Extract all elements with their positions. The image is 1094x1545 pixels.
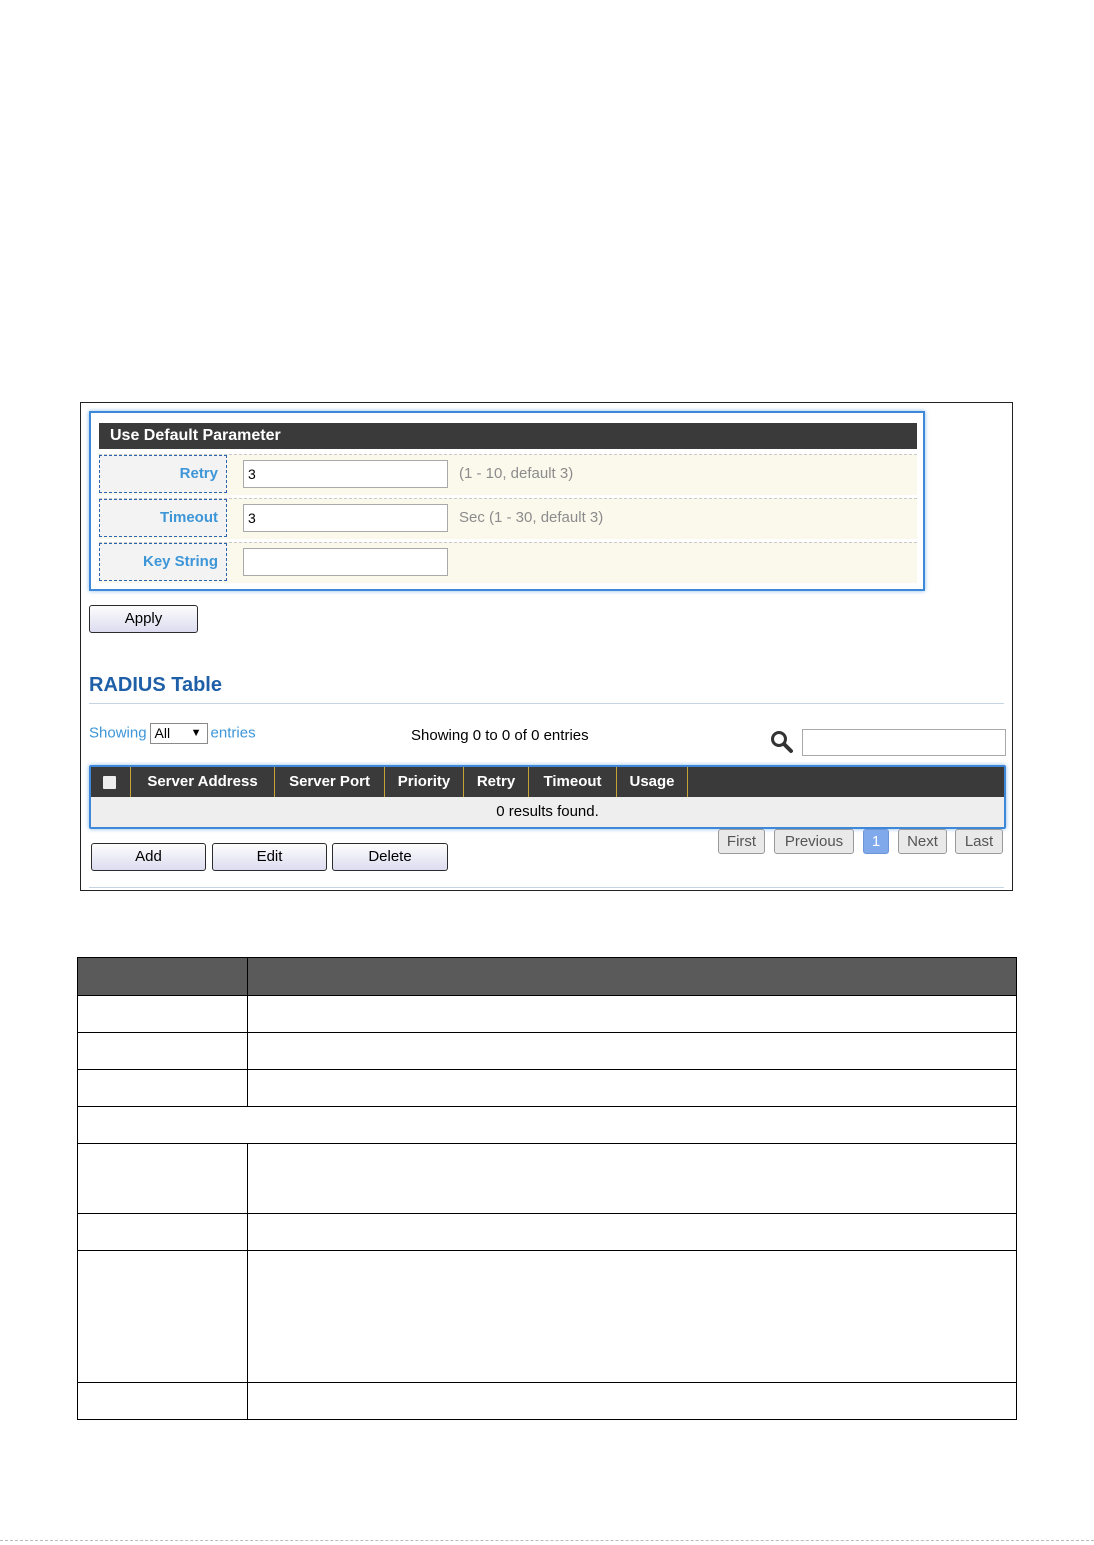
key-string-label: Key String: [99, 543, 227, 581]
edit-button[interactable]: Edit: [212, 843, 327, 871]
empty-row: 0 results found.: [91, 797, 1004, 827]
timeout-hint: Sec (1 - 30, default 3): [459, 509, 604, 526]
col-retry[interactable]: Retry: [464, 767, 529, 797]
radius-table-title: RADIUS Table: [89, 674, 222, 696]
default-parameter-panel: [89, 411, 925, 591]
table-row: [78, 1251, 1017, 1383]
section-divider: [89, 703, 1004, 704]
table-row: [78, 996, 1017, 1033]
col-usage[interactable]: Usage: [617, 767, 688, 797]
key-string-row: [99, 542, 917, 583]
table-row: [78, 1383, 1017, 1420]
apply-button[interactable]: Apply: [89, 605, 198, 633]
next-page-button[interactable]: Next: [898, 829, 947, 854]
table-row: [78, 1144, 1017, 1214]
showing-info: Showing 0 to 0 of 0 entries: [411, 727, 589, 744]
timeout-row: [99, 498, 917, 539]
header-cell: [78, 958, 248, 996]
entries-control: [89, 723, 256, 744]
select-all-cell: [91, 767, 131, 797]
header-cell: [248, 958, 1017, 996]
page-footer-rule: [0, 1540, 1094, 1541]
table-header: [91, 767, 1004, 797]
current-page-button[interactable]: 1: [863, 829, 889, 854]
previous-page-button[interactable]: Previous: [774, 829, 854, 854]
col-timeout[interactable]: Timeout: [529, 767, 617, 797]
retry-label: Retry: [99, 455, 227, 493]
first-page-button[interactable]: First: [718, 829, 765, 854]
retry-row: [99, 454, 917, 495]
description-table: [77, 957, 1017, 1420]
timeout-input[interactable]: [243, 504, 448, 532]
description-header-row: [78, 958, 1017, 996]
add-button[interactable]: Add: [91, 843, 206, 871]
key-string-input[interactable]: [243, 548, 448, 576]
col-server-port[interactable]: Server Port: [275, 767, 385, 797]
col-server-address[interactable]: Server Address: [131, 767, 275, 797]
entries-suffix: entries: [210, 724, 256, 742]
retry-input[interactable]: [243, 460, 448, 488]
panel-title: Use Default Parameter: [99, 423, 917, 449]
showing-prefix: Showing: [89, 724, 147, 742]
screenshot-frame: [80, 402, 1013, 891]
table-row: [78, 1107, 1017, 1144]
table-row: [78, 1070, 1017, 1107]
timeout-label: Timeout: [99, 499, 227, 537]
radius-table: [89, 765, 1006, 829]
search-input[interactable]: [802, 729, 1006, 756]
col-priority[interactable]: Priority: [385, 767, 464, 797]
delete-button[interactable]: Delete: [332, 843, 448, 871]
bottom-divider: [89, 887, 1004, 888]
dropdown-arrow-icon: ▼: [190, 727, 202, 739]
last-page-button[interactable]: Last: [955, 829, 1003, 854]
entries-select-value: All: [154, 725, 171, 741]
retry-hint: (1 - 10, default 3): [459, 465, 574, 482]
search-icon[interactable]: [769, 729, 795, 755]
entries-select[interactable]: [150, 723, 208, 744]
select-all-checkbox[interactable]: [103, 776, 116, 789]
table-row: [78, 1033, 1017, 1070]
table-row: [78, 1214, 1017, 1251]
